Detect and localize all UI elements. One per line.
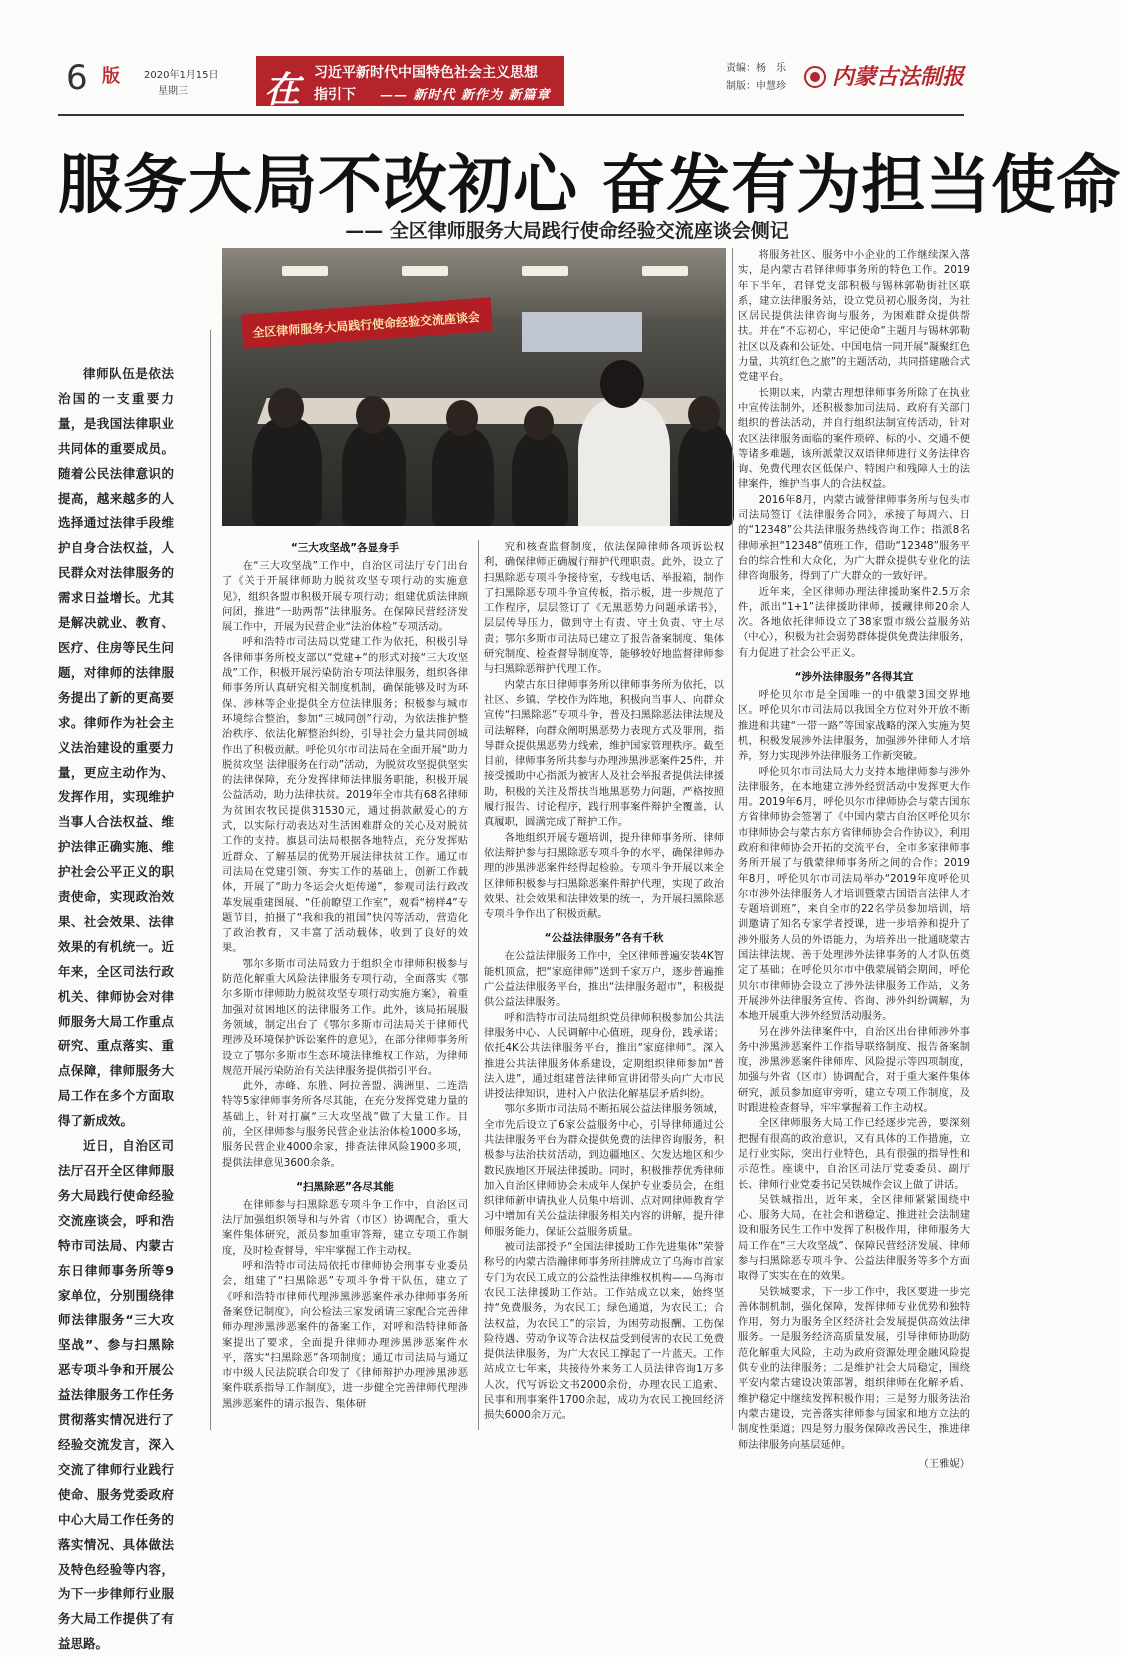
article-paragraph: 在律师参与扫黑除恶专项斗争工作中，自治区司法厅加强组织领导和与外省（市区）协调配合，重大案件集体研究，派员参加重审答辩，建立专项工作制度，及时检查督导，牢牢掌握工作主动权。 bbox=[222, 1198, 468, 1257]
article-paragraph: 鄂尔多斯市司法局不断拓展公益法律服务领域，全市先后设立了6家公益服务中心，引导律师通过公共法律服务平台为群众提供免费的法律咨询服务，积极参与法治扶贫活动，到边疆地区、欠发达地区和少数民族地区开展法律援助。同时，积极推荐优秀律师加入自治区律师协会未成年人保护专业委员会，在组织律师新申请执业人员集中培训、点对网律师教育学习中增加有关公益法律服务相关内容的讲解，提升律师服务能力，保证公益服务质量。 bbox=[484, 1103, 724, 1238]
sidebar-paragraph: 近日，自治区司法厅召开全区律师服务大局践行使命经验交流座谈会，呼和浩特市司法局、内蒙古东日律师事务所等9家单位，分别围绕律师法律服务“三大攻坚战”、参与扫黑除恶专项斗争和开展公益法律服务工作任务贯彻落实情况进行了经验交流发言，深入交流了律师行业践行使命、服务党委政府中心大局工作任务的落实情况、具体做法及特色经验等内容，为下一步律师行业服务大局工作提供了有益思路。 bbox=[58, 1138, 174, 1652]
article-paragraph: 呼伦贝尔市是全国唯一的中俄蒙3国交界地区。呼伦贝尔市司法局以我国全方位对外开放不断推进和共建“一带一路”等国家战略的深入实施为契机，积极发展涉外法律服务，加强涉外律师人才培养，努力实现涉外法律服务工作新突破。 bbox=[738, 689, 970, 763]
article-paragraph: 吴铁城要求，下一步工作中，我区要进一步完善体制机制，强化保障，发挥律师专业优势和独特作用，努力为服务全区经济社会发展提供高效法律服务。一是服务经济高质量发展，引导律师协助防范化解重大风险，主动为政府资源处理金融风险提供专业的法律服务；二是维护社会大局稳定，围绕平安内蒙古建设决策部署，组织律师在化解矛盾、维护稳定中继续发挥积极作用；三是努力服务法治内蒙古建设，完善落实律师参与国家和地方立法的制度性渠道；四是努力服务保障改善民生，推进律师法律服务向基层延伸。 bbox=[738, 1285, 970, 1451]
paper-logo-icon bbox=[804, 66, 826, 88]
sidebar-paragraph: 律师队伍是依法治国的一支重要力量，是我国法律职业共同体的重要成员。随着公民法律意识的提高，越来越多的人选择通过法律手段维护自身合法权益，人民群众对法律服务的需求日益增长。尤其是解决就业、教育、医疗、住房等民生问题，对律师的法律服务提出了新的更高要求。律师作为社会主义法治建设的重要力量，更应主动作为、发挥作用，实现维护当事人合法权益、维护法律正确实施、维护社会公平正义的职责使命，实现政治效果、社会效果、法律效果的有机统一。近年来，全区司法行政机关、律师协会对律师服务大局工作重点研究、重点落实、重点保障，律师服务大局工作在多个方面取得了新成效。 bbox=[58, 366, 174, 1129]
page-number-block bbox=[58, 58, 128, 102]
article-paragraph: 2016年8月，内蒙古诚誉律师事务所与包头市司法局签订《法律服务合同》，承接了每周六、日的“12348”公共法律服务热线咨询工作；指派8名律师承担“12348”值班工作，借助“12348”服务平台的综合性和大众化，为广大群众提供专业化的法律咨询服务，得到了广大群众的一致好评。 bbox=[738, 493, 970, 583]
article-paragraph: 内蒙古东日律师事务所以律师事务所为依托，以社区、乡镇、学校作为阵地，积极向当事人、向群众宣传“扫黑除恶”专项斗争，普及扫黑除恶法律法规及司法解释，向群众阐明黑恶势力表现方式及罪刑，指导群众提供黑恶势力线索，维护国家管理秩序。截至目前，律师事务所共参与办理涉黑涉恶案件25件，并接受援助中心指派为被害人及社会举报者提供法律援助，积极的关注及帮扶当地黑恶势力问题，严格按照履行报告、讨论程序，践行刑事案件辩护全覆盖，认真履职，圆满完成了辩护工作。 bbox=[484, 678, 724, 829]
attendee-head bbox=[356, 396, 390, 434]
section-heading: “公益法律服务”各有千秋 bbox=[544, 932, 664, 945]
page-number: 6 bbox=[66, 58, 88, 98]
column-slogan: —— 新时代 新作为 新篇章 bbox=[380, 88, 551, 103]
issue-date bbox=[144, 68, 219, 100]
lead-sidebar bbox=[58, 362, 174, 1657]
article-paragraph: 呼和浩特市司法局组织党员律师积极参加公共法律服务中心、人民调解中心值班，现身份，践承诺；依托4K公共法律服务平台，推出“家庭律师”。深入推进公共法律服务体系建设，定期组织律师参加“普法入进”，通过组建普法律师宣讲团带头向广大市民讲授法律知识，进村入户依法化解基层矛盾纠纷。 bbox=[484, 1011, 724, 1101]
column-divider bbox=[732, 248, 733, 1430]
ceiling-light bbox=[402, 266, 448, 276]
column-title: 习近平新时代中国特色社会主义思想 bbox=[314, 65, 538, 81]
author-signoff: （王雅妮） bbox=[918, 1457, 970, 1470]
ceiling-light bbox=[522, 266, 568, 276]
article-paragraph: 将服务社区、服务中小企业的工作继续深入落实，是内蒙古君铎律师事务所的特色工作。2019年下半年，君铎党支部积极与锡林郭勒街社区联系，建立法律服务站，设立党员初心服务岗，为社区居民提供法律咨询与服务，为困难群众提供帮扶。并在“不忘初心，牢记使命”主题月与锡林郭勒社区以及森和公证处、中国电信一同开展“凝聚红色力量，共筑红色之旅”的主题活动，共同搭建融合式党建平台。 bbox=[738, 249, 970, 384]
attendee-head bbox=[268, 388, 304, 428]
masthead bbox=[58, 56, 964, 111]
article-column-2 bbox=[484, 540, 724, 1432]
column-divider bbox=[210, 330, 211, 1430]
meeting-photo bbox=[222, 248, 726, 526]
article-paragraph: 鄂尔多斯市司法局致力于组织全市律师积极参与防范化解重大风险法律服务专项行动，全面落实《鄂尔多斯市律师助力脱贫攻坚专项行动实施方案》，着重加强对贫困地区的法律服务工作。此外，该局拓展服务领域，制定出台了《鄂尔多斯市司法局关于律师代理涉及环境保护诉讼案件的意见》，在部分律师事务所设立了鄂尔多斯市生态环境法律维权工作站，为律师规范开展污染防治有关法律服务提供指引平台。 bbox=[222, 957, 468, 1077]
article-paragraph: 吴铁城指出，近年来，全区律师紧紧围绕中心、服务大局，在社会和谐稳定、推进社会法制建设和服务民生工作中发挥了积极作用，律师服务大局工作在“三大攻坚战”、保障民营经济发展、律师参与扫黑除恶专项斗争、公益法律服务等多个方面取得了实实在在的效果。 bbox=[738, 1193, 970, 1283]
headline: 服务大局不改初心 奋发有为担当使命 bbox=[58, 148, 1121, 223]
date-text: 2020年1月15日 bbox=[144, 70, 219, 81]
article-paragraph: 在公益法律服务工作中，全区律师普遍安装4K智能机顶盒，把“家庭律师”送到千家万户，逐步普遍推广公益法律服务平台，推出“法律服务超市”，积极提供公益法律服务。 bbox=[484, 950, 724, 1009]
column-guide: 指引下 bbox=[314, 87, 356, 103]
column-divider bbox=[478, 540, 479, 1430]
article-paragraph: 另在涉外法律案件中，自治区出台律师涉外事务中涉黑涉恶案件工作指导联络制度、报告备案制度，涉黑涉恶案件律师库、风险提示等四项制度，加强与外省（区市）协调配合，对于重大案件集体研究，派员参加庭审旁听，建立专项工作制度，及时跟进检查督导，牢牢掌握着工作主动权。 bbox=[738, 1025, 970, 1115]
article-paragraph: 呼和浩特市司法局以党建工作为依托，积极引导各律师事务所校支部以“党建+”的形式对接“三大攻坚战”工作，积极开展污染防治专项法律服务，组织各律师事务所认真研究相关制度机制，确保能够及时为环保、涉林等企业提供全方位法律服务；积极参与城市环境综合整治，参加“三城同创”行动，为依法推护整治秩序、依法化解整治纠纷，引导社会力量共同创城作出了积极贡献。呼伦贝尔市司法局在全面开展“助力脱贫攻坚 法律服务在行动”活动，为脱贫攻坚提供坚实的法律保障，充分发挥律师法律服务职能，积极开展公益活动，助力法律扶贫。2019年全市共有68名律师为贫困农牧民提供31530元，通过捐款献爱心的方式，以实际行动表达对生活困难群众的关心及对脱贫工作的支持。旗县司法局根据各地特点，充分发挥贴近群众、了解基层的优势开展法律扶贫工作。通辽市司法局在党建引领、夯实工作的基础上，创新工作载体，开展了“助力冬运会火炬传递”，参观司法行政改革发展重建图展、“任前瞭望工作室”，观看“榜样4”专题节目，拍摄了“我和我的祖国”快闪等活动，营造化了政治教育，又丰富了活动载体，收到了良好的效果。 bbox=[222, 636, 468, 955]
article-paragraph: 长期以来，内蒙古理想律师事务所除了在执业中宣传法制外，还积极参加司法局、政府有关部门组织的普法活动，并自行组织法制宣传活动，针对农区法律服务面临的案件琐碎、标的小、交通不便等诸多难题，该所派蒙汉双语律师进行义务法律咨询、免费代理农区低保户、特困户和残障人士的法律案件，维护当事人的合法权益。 bbox=[738, 386, 970, 491]
attendee bbox=[678, 424, 734, 526]
attendee bbox=[432, 428, 494, 526]
article-paragraph: 全区律师服务大局工作已经逐步完善，要深刻把握有很高的政治意识，又有具体的工作措施，立足行业实际，突出行业特色，具有很强的指导性和示范性。座谈中，自治区司法厅党委委员、副厅长、律师行业党委书记吴铁城作会议上做了讲话。 bbox=[738, 1117, 970, 1191]
article-paragraph: 在“三大攻坚战”工作中，自治区司法厅专门出台了《关于开展律师助力脱贫攻坚专项行动的实施意见》，组织各盟市积极开展专项行动；组建优质法律顾问团，推进“一助两帮”法律服务。在保障民营经济发展工作中，开展为民营企业“法治体检”专项活动。 bbox=[222, 560, 468, 634]
article-paragraph: 被司法部授予“全国法律援助工作先进集体”荣誉称号的内蒙古浩瀚律师事务所挂牌成立了乌海市首家专门为农民工成立的公益性法律维权机构——乌海市农民工法律援助工作站。工作站成立以来，始终坚持“免费服务，为农民工；绿色通道，为农民工；合法权益，为农民工”的宗旨，为困劳动报酬、工伤保险待遇、劳动争议等合法权益受到侵害的农民工免费提供法律服务，为广大农民工撑起了一片蓝天。工作站成立七年来，共接待外来务工人员法律咨询1万多人次，代写诉讼文书2000余份，办理农民工追索、民事和刑事案件1700余起，成功为农民工挽回经济损失6000余万元。 bbox=[484, 1241, 724, 1422]
producer-name: 制版：申慧珍 bbox=[726, 81, 786, 92]
paper-name-text: 内蒙古法制报 bbox=[831, 64, 964, 90]
attendee bbox=[512, 432, 568, 526]
article-paragraph: 近年来，全区律师办理法律援助案件2.5万余件，派出“1+1”法律援助律师，援藏律师20余人次。各地依托律师设立了38家盟市级公益服务站（中心），积极为社会弱势群体提供免费法律服务，有力促进了社会公平正义。 bbox=[738, 585, 970, 659]
section-heading: “涉外法律服务”各得其宜 bbox=[794, 671, 914, 684]
ceiling-light bbox=[282, 266, 328, 276]
weekday-text: 星期三 bbox=[158, 86, 188, 97]
attendee-head bbox=[688, 396, 720, 432]
section-heading: “扫黑除恶”各尽其能 bbox=[296, 1180, 394, 1193]
meeting-banner-text: 全区律师服务大局践行使命经验交流座谈会 bbox=[251, 310, 481, 341]
attendee-head bbox=[600, 360, 644, 408]
article-paragraph: 究和核查监督制度，依法保障律师各项诉讼权利，确保律师正确履行辩护代理职责。此外，设立了扫黑除恶专项斗争接待室，专线电话、举报箱，制作了扫黑除恶专项斗争宣传板，指示板，进一步规范了工作程序，层层签订了《无黑恶势力问题承诺书》，层层传导压力，做到守土有责、守土负责、守土尽责；鄂尔多斯市司法局已建立了报告备案制度、集体研究制度、检查督导制度等，能够较好地监督律师参与扫黑除恶辩护代理工作。 bbox=[484, 541, 724, 676]
attendee bbox=[342, 424, 406, 526]
article-paragraph: 呼和浩特市司法局依托市律师协会刑事专业委员会，组建了“扫黑除恶”专项斗争骨干队伍，建立了《呼和浩特市律师代理涉黑涉恶案件承办律师事务所备案登记制度》，向公检法三家发函请三家配合完善律师办理涉黑涉恶案件的备案工作，对呼和浩特律师备案提出了要求，全面提升律师办理涉黑涉恶案件水平，落实“扫黑除恶”各项制度；通辽市司法局与通辽市中级人民法院联合印发了《律师辩护办理涉黑涉恶案件联系指导工作制度》，进一步健全完善律师代理涉黑涉恶案件的请示报告、集体研 bbox=[222, 1260, 468, 1410]
editor-name: 责编：杨 乐 bbox=[726, 63, 786, 74]
article-column-3 bbox=[738, 248, 970, 1470]
article-paragraph: 此外，赤峰、东胜、阿拉善盟、满洲里、二连浩特等5家律师事务所各尽其能，在充分发挥党建力量的基础上，针对打赢“三大攻坚战”做了大量工作。目前，全区律师参与服务民营企业法治体检1000多场，服务民营企业4000余家，排查法律风险1900多项，提供法律意见3600余条。 bbox=[222, 1080, 468, 1169]
article-column-1 bbox=[222, 540, 468, 1432]
paper-name bbox=[804, 60, 964, 91]
editor-credits bbox=[726, 60, 786, 96]
attendee bbox=[252, 418, 322, 526]
subheadline: —— 全区律师服务大局践行使命经验交流座谈会侧记 bbox=[345, 220, 789, 242]
article-paragraph: 呼伦贝尔市司法局大力支持本地律师参与涉外法律服务，在本地建立涉外经贸活动中发挥更大作用。2019年6月，呼伦贝尔市律师协会与蒙古国东方省律师协会签署了《中国内蒙古自治区呼伦贝尔市律师协会与蒙古东方省律师协会合作协议》，利用政府和律师协会开拓的交流平台，全市多家律师事务所开展了与俄蒙律师事务所之间的合作；2019年8月，呼伦贝尔市司法局举办“2019年度呼伦贝尔市涉外法律服务人才培训暨蒙古国语言法律人才专题培训班”，来自全市的22名学员参加培训，培训邀请了知名专家学者授课，进一步培养和提升了涉外服务人员的外语能力，为培养出一批通晓蒙古国法律法规、善于处理涉外法律事务的人才队伍奠定了基础；在呼伦贝尔市中俄蒙展销会期间，呼伦贝尔市律师协会设立了涉外法律服务工作站，义务开展涉外法律服务宣传、咨询、涉外纠纷调解，为本地开展重大涉外经贸活动服务。 bbox=[738, 765, 970, 1023]
masthead-rule bbox=[58, 114, 964, 116]
attendee-head bbox=[446, 400, 478, 436]
ceiling-light bbox=[642, 266, 688, 276]
projection-screen bbox=[522, 312, 642, 352]
section-heading: “三大攻坚战”各显身手 bbox=[290, 542, 400, 554]
article-paragraph: 各地组织开展专题培训，提升律师事务所、律师依法辩护参与扫黑除恶专项斗争的水平，确保律师办理的涉黑涉恶案件经得起检验。专项斗争开展以来全区律师积极参与扫黑除恶案件辩护代理，实现了政治效果、社会效果和法律效果的统一，为开展扫黑除恶专项斗争作出了积极贡献。 bbox=[484, 831, 724, 921]
attendee-white-coat bbox=[578, 398, 670, 526]
page-label: 版 bbox=[102, 66, 120, 87]
column-char: 在 bbox=[264, 69, 301, 111]
attendee-head bbox=[524, 406, 554, 440]
column-banner bbox=[256, 56, 564, 111]
